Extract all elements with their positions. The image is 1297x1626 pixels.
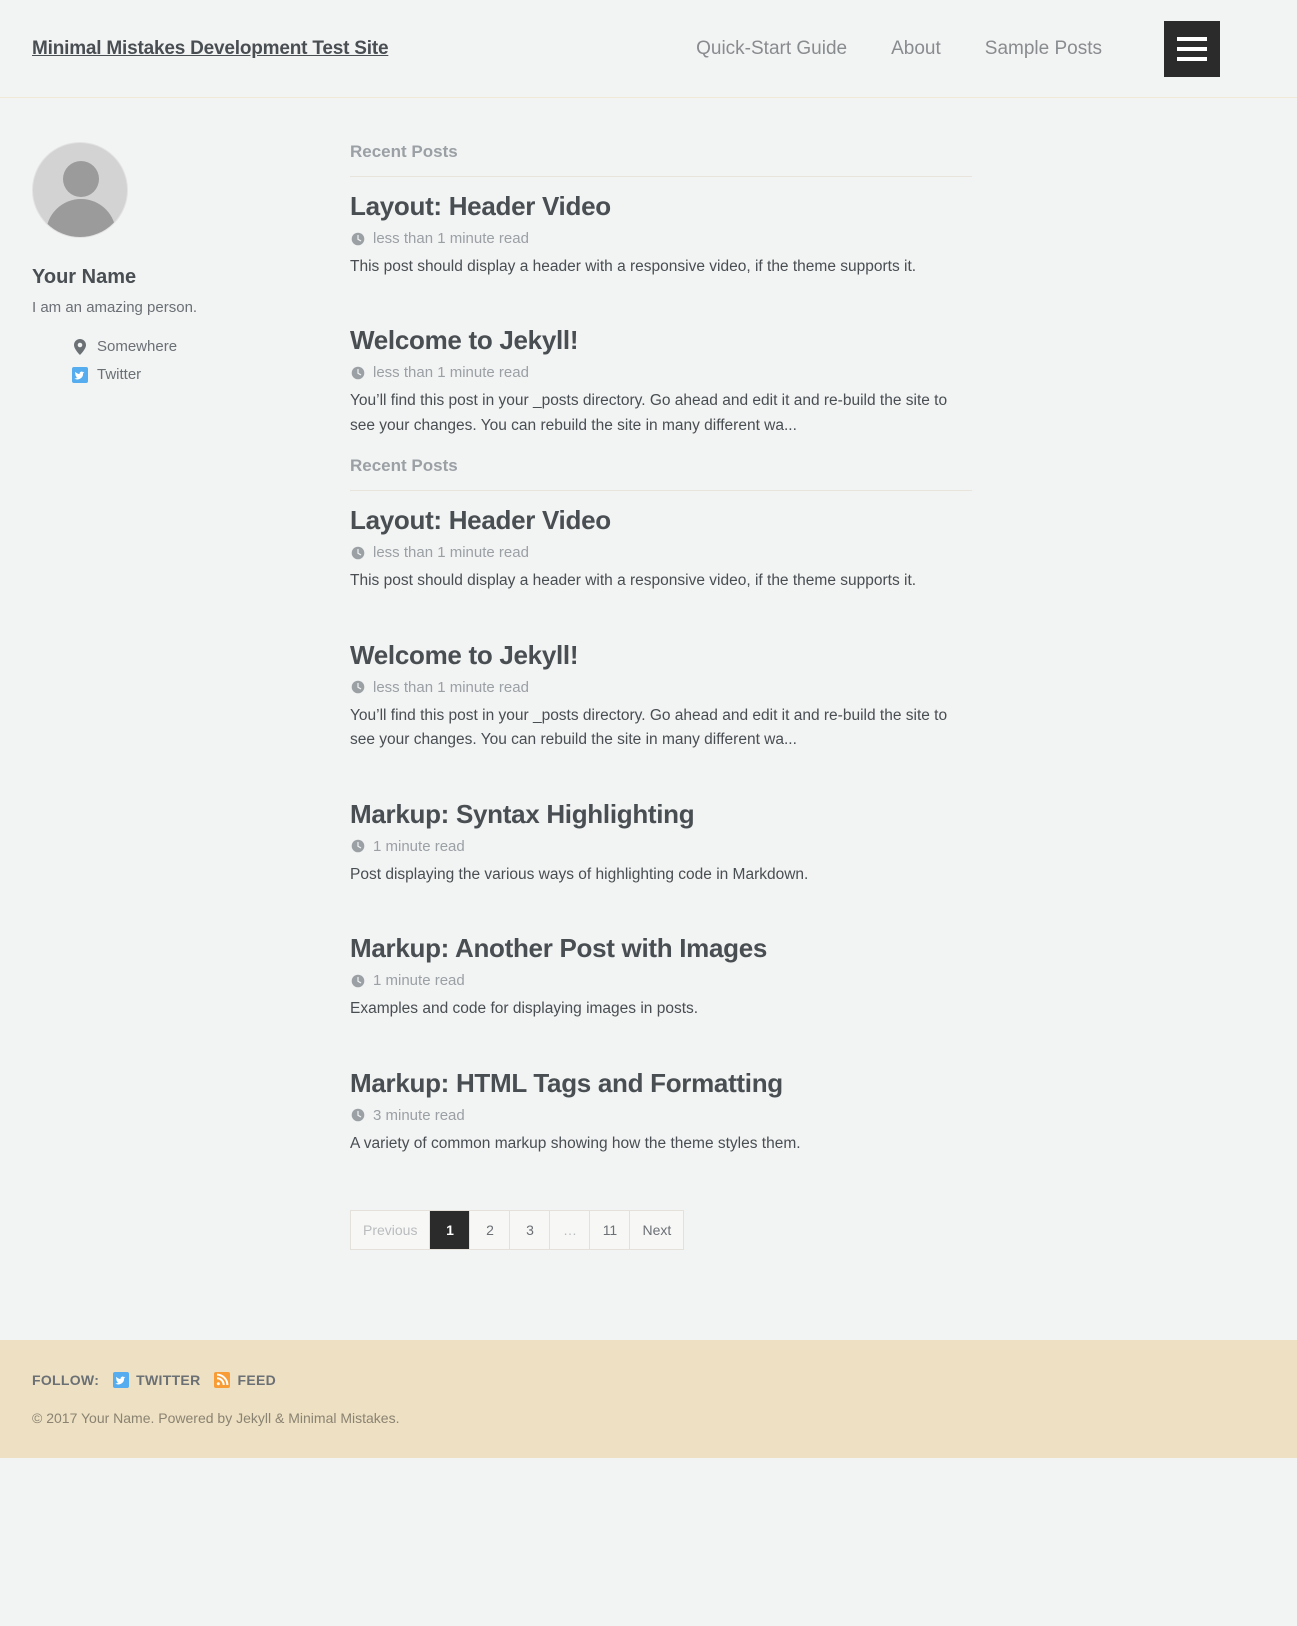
pagination-page-11[interactable]: 11 [590,1211,630,1249]
footer-spacer [0,1250,1297,1340]
clock-icon [350,973,366,989]
post-read-time: 1 minute read [373,837,465,855]
twitter-icon [72,367,88,383]
post-list-item [350,640,972,753]
post-read-time: 1 minute read [373,972,465,990]
clock-icon [350,1107,366,1123]
post-meta [350,1107,972,1124]
post-read-time: less than 1 minute read [373,230,529,247]
author-name: Your Name [32,266,137,288]
nav-sample-posts[interactable]: Sample Posts [984,38,1102,59]
post-title[interactable]: Markup: HTML Tags and Formatting [350,1067,783,1098]
post-list-item [350,799,972,887]
post-list-item [350,933,972,1021]
post-list-item [350,1068,972,1156]
hamburger-bar [1177,57,1207,61]
post-meta [350,544,972,561]
pagination-page-2[interactable]: 2 [470,1211,510,1249]
post-read-time: less than 1 minute read [373,364,529,382]
post-meta [350,972,972,989]
post-excerpt: You’ll find this post in your _posts directory. Go ahead and edit it and re-build the site to see your changes. You can rebuild the site in many different wa... [350,706,948,749]
author-location [72,338,292,355]
author-twitter-label[interactable]: Twitter [97,366,142,383]
follow-label: FOLLOW: [32,1372,100,1389]
post-excerpt: You’ll find this post in your _posts directory. Go ahead and edit it and re-build the site to see your changes. You can rebuild the site in many different wa... [350,392,948,434]
post-read-time: less than 1 minute read [373,544,529,562]
post-meta [350,838,972,855]
clock-icon [350,545,366,561]
post-title[interactable]: Markup: Another Post with Images [350,933,768,964]
post-list-item [350,191,972,279]
post-title[interactable]: Markup: Syntax Highlighting [350,798,695,829]
author-twitter[interactable] [72,366,292,383]
footer-feed-link[interactable] [214,1372,276,1388]
post-meta [350,364,972,381]
nav-about[interactable]: About [891,38,941,59]
site-title[interactable]: Minimal Mistakes Development Test Site [32,38,389,59]
post-title[interactable]: Layout: Header Video [350,505,611,536]
post-meta [350,679,972,696]
hamburger-menu-icon[interactable] [1164,21,1220,77]
post-title[interactable]: Welcome to Jekyll! [350,639,579,670]
post-read-time: less than 1 minute read [373,678,529,696]
post-excerpt: A variety of common markup showing how the theme styles them. [350,1134,801,1152]
pagination-next[interactable]: Next [630,1211,683,1249]
archive-title-recent-posts-1: Recent Posts [350,142,972,177]
post-list-item [350,505,972,593]
post-excerpt: Post displaying the various ways of highlighting code in Markdown. [350,865,809,883]
post-list-item [350,325,972,438]
author-bio: I am an amazing person. [32,299,198,316]
author-location-label: Somewhere [97,338,178,355]
post-excerpt: This post should display a header with a responsive video, if the theme supports it. [350,258,917,275]
page-wrapper [0,98,1252,1250]
masthead [0,0,1297,98]
masthead-inner [0,0,1252,98]
clock-icon [350,838,366,854]
author-meta-list [32,338,292,383]
pagination-previous: Previous [351,1211,430,1249]
copyright-notice: © 2017 Your Name. Powered by Jekyll & Minimal Mistakes. [32,1410,400,1427]
pagination [350,1210,684,1250]
hamburger-bar [1177,37,1207,41]
footer-feed-label[interactable]: FEED [237,1372,277,1389]
pagination-page-1[interactable]: 1 [430,1211,470,1249]
avatar-body-shape [46,199,116,238]
post-excerpt: Examples and code for displaying images in posts. [350,1000,699,1018]
archive-title-recent-posts-2: Recent Posts [350,456,972,491]
post-title[interactable]: Layout: Header Video [350,191,611,221]
avatar-head-shape [63,161,99,197]
twitter-icon [113,1372,129,1388]
post-excerpt: This post should display a header with a responsive video, if the theme supports it. [350,572,917,590]
footer-twitter-label[interactable]: TWITTER [136,1372,201,1389]
clock-icon [350,365,366,381]
post-title[interactable]: Welcome to Jekyll! [350,325,579,356]
post-read-time: 3 minute read [373,1106,465,1124]
clock-icon [350,231,366,247]
clock-icon [350,679,366,695]
pagination-page-3[interactable]: 3 [510,1211,550,1249]
main-content [292,142,972,1250]
pagination-ellipsis: … [550,1211,590,1249]
footer-twitter-link[interactable] [113,1372,200,1388]
post-meta [350,230,972,247]
primary-navigation [674,21,1220,77]
location-pin-icon [72,339,88,355]
follow-row [32,1372,1265,1388]
hamburger-bar [1177,47,1207,51]
nav-quick-start-guide[interactable]: Quick-Start Guide [696,38,848,59]
avatar [32,142,128,238]
author-sidebar [32,142,292,1250]
site-footer [0,1340,1297,1458]
rss-feed-icon [214,1372,230,1388]
